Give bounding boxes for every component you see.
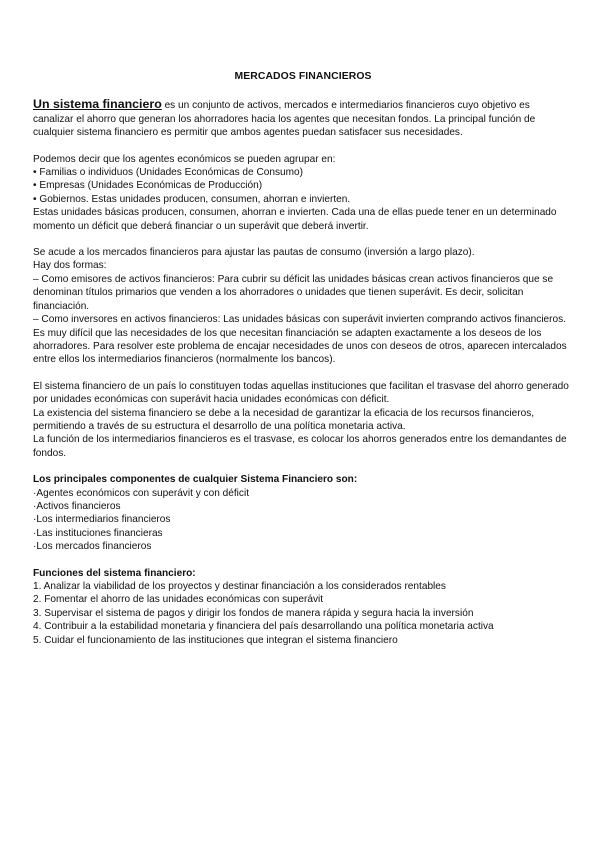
intro-lead: Un sistema financiero xyxy=(33,97,162,112)
system-paragraph-2: La existencia del sistema financiero se debe a la necesidad de garantizar la eficacia de los recursos financieros, permitiendo a través de su estructura el desarrollo de una política monetaria activa. xyxy=(33,407,535,432)
system-paragraph-1: El sistema financiero de un país lo constituyen todas aquellas instituciones que facilitan el trasvase del ahorro generado por unidades económicas con superávit hacia unidades económicas con déficit. xyxy=(33,380,569,406)
markets-paragraph-5: Es muy difícil que las necesidades de los que necesitan financiación se adapten exactamente a los deseos de los ahorradores. Para resolver este problema de encajar necesidades de unos con deseos de otros, aparecen intercalados entre ellos los intermediarios financieros (normalmente los bancos). xyxy=(33,327,567,366)
components-heading: Los principales componentes de cualquier Sistema Financiero son: xyxy=(33,474,358,486)
list-item: ·Los intermediarios financieros xyxy=(33,514,171,526)
list-item: 2. Fomentar el ahorro de las unidades económicas con superávit xyxy=(33,594,324,606)
agents-closing: Estas unidades básicas producen, consumen, ahorran e invierten. Cada una de ellas puede tener en un determinado momento un déficit que deberá financiar o un superávit que deberá invertir. xyxy=(33,207,557,232)
agents-list xyxy=(33,166,573,206)
markets-paragraph-4: – Como inversores en activos financieros: Las unidades básicas con superávit invierten comprando activos financieros. xyxy=(33,314,567,326)
intro-paragraph xyxy=(33,98,573,139)
list-item: ·Los mercados financieros xyxy=(33,541,152,553)
list-item: ·Agentes económicos con superávit y con déficit xyxy=(33,487,250,499)
intro-text: es un conjunto de activos, mercados e intermediarios financieros cuyo objetivo es canalizar el ahorro que generan los ahorradores hacia los agentes que necesitan fondos. La principal función de cualquier sistema financiero es permitir que ambos agentes puedan satisfacer sus necesidades. xyxy=(33,100,536,139)
document-page xyxy=(33,70,573,647)
document-title: MERCADOS FINANCIEROS xyxy=(234,71,372,82)
markets-paragraph-2: Hay dos formas: xyxy=(33,260,107,272)
list-item: 3. Supervisar el sistema de pagos y dirigir los fondos de manera rápida y segura hacia la inversión xyxy=(33,607,474,619)
list-item: • Empresas (Unidades Económicas de Producción) xyxy=(33,180,263,192)
list-item: 1. Analizar la viabilidad de los proyectos y destinar financiación a los considerados rentables xyxy=(33,581,446,592)
list-item: 5. Cuidar el funcionamiento de las instituciones que integran el sistema financiero xyxy=(33,634,398,646)
markets-paragraph-1: Se acude a los mercados financieros para ajustar las pautas de consumo (inversión a largo plazo). xyxy=(33,247,475,259)
components-list xyxy=(33,487,573,554)
markets-paragraph-3: – Como emisores de activos financieros: Para cubrir su déficit las unidades básicas crean activos financieros que se denominan títulos primarios que venden a los ahorradores o unidades que tienen superávit. Es decir, solicitan financiación. xyxy=(33,273,554,312)
functions-list xyxy=(33,580,573,647)
list-item: ·Activos financieros xyxy=(33,500,121,512)
system-paragraph-3: La función de los intermediarios financieros es el trasvase, es colocar los ahorros generados entre los demandantes de fondos. xyxy=(33,434,567,459)
functions-heading: Funciones del sistema financiero: xyxy=(33,567,196,579)
agents-intro: Podemos decir que los agentes económicos se pueden agrupar en: xyxy=(33,153,336,165)
list-item: • Gobiernos. Estas unidades producen, consumen, ahorran e invierten. xyxy=(33,193,351,205)
list-item: • Familias o individuos (Unidades Económicas de Consumo) xyxy=(33,167,304,179)
list-item: 4. Contribuir a la estabilidad monetaria y financiera del país desarrollando una política monetaria activa xyxy=(33,621,494,633)
list-item: ·Las instituciones financieras xyxy=(33,527,163,539)
